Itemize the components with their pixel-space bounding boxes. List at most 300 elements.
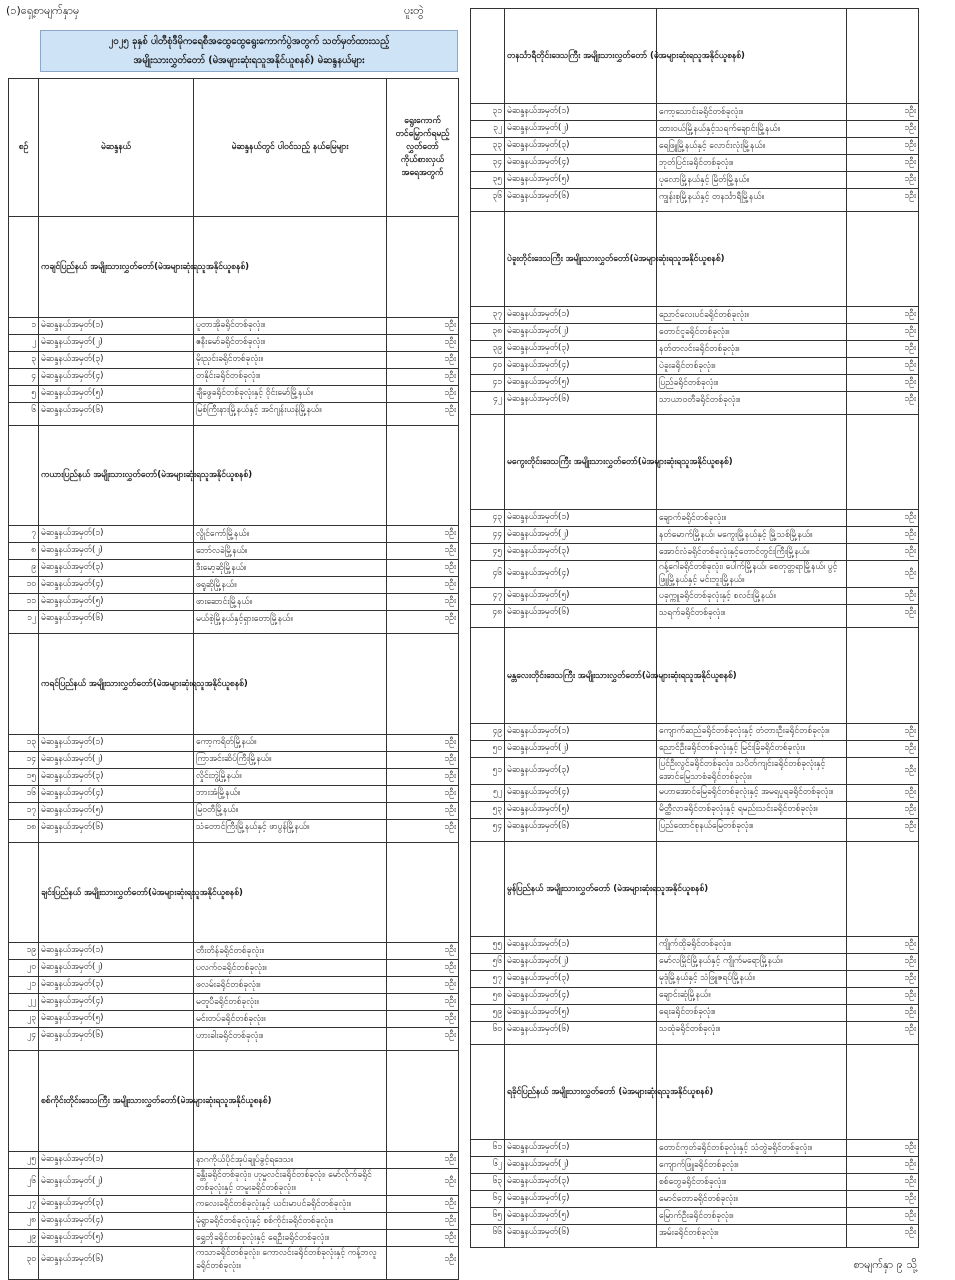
table-row: [471, 104, 919, 121]
table-row: [9, 960, 459, 977]
constituency-name: မဲဆန္ဒနယ်အမှတ်(၃): [505, 757, 657, 784]
row-number: ၃၆: [471, 189, 505, 212]
constituency-name: မဲဆန္ဒနယ်အမှတ်(၂): [505, 324, 657, 341]
row-number: ၆၆: [471, 1225, 505, 1248]
constituency-name: မဲဆန္ဒနယ်အမှတ်(၅): [505, 1208, 657, 1225]
constituency-area: သရက်ခရိုင်တစ်ခုလုံး။: [657, 605, 847, 628]
row-number: ၁၁: [9, 594, 39, 611]
seat-count: ၁ဦး: [847, 1140, 919, 1157]
table-row: [9, 385, 459, 402]
seat-count: ၁ဦး: [387, 960, 459, 977]
constituency-name: မဲဆန္ဒနယ်အမှတ်(၁): [505, 936, 657, 953]
constituency-name: မဲဆန္ဒနယ်အမှတ်(၃): [505, 341, 657, 358]
row-number: ၂၅: [9, 1152, 39, 1169]
seat-count: ၁ဦး: [387, 1169, 459, 1196]
table-row: [9, 317, 459, 334]
constituency-area: တနိုင်းခရိုင်တစ်ခုလုံး။: [194, 368, 387, 385]
seat-count: ၁ဦး: [387, 526, 459, 543]
seat-count: ၁ဦး: [387, 560, 459, 577]
constituency-area: မော်လမြိုင်မြို့နယ်နှင့် ကျိုက်မရောမြို့နယ်။: [657, 953, 847, 970]
seat-count: ၁ဦး: [847, 104, 919, 121]
row-number: ၃၀: [9, 1247, 39, 1280]
constituency-name: မဲဆန္ဒနယ်အမှတ်(၅): [505, 801, 657, 818]
table-row: [471, 1157, 919, 1174]
seat-count: ၁ဦး: [387, 334, 459, 351]
col-header-seats: ရွေးကောက်တင်မြှောက်ရမည့် လွှတ်တော်ကိုယ်စားလှယ်အရေအတွက်: [387, 79, 459, 217]
row-number: ၁၆: [9, 785, 39, 802]
constituency-name: မဲဆန္ဒနယ်အမှတ်(၂): [505, 121, 657, 138]
row-number: ၁၀: [9, 577, 39, 594]
section-title: ရခိုင်ပြည်နယ် အမျိုးသားလွှတ်တော် (မဲအများဆုံးရသူအနိုင်ယူစနစ်): [505, 1044, 657, 1139]
constituency-area: နာဂကိုယ်ပိုင်အုပ်ချုပ်ခွင့်ရဒေသ။: [194, 1152, 387, 1169]
row-number: ၂၂: [9, 994, 39, 1011]
table-row: [9, 1247, 459, 1280]
seat-count: ၁ဦး: [387, 977, 459, 994]
constituency-name: မဲဆန္ဒနယ်အမှတ်(၅): [505, 1004, 657, 1021]
table-row: [471, 189, 919, 212]
constituency-name: မဲဆန္ဒနယ်အမှတ်(၁): [505, 104, 657, 121]
constituency-area: စစ်တွေခရိုင်တစ်ခုလုံး။: [657, 1174, 847, 1191]
seat-count: ၁ဦး: [847, 1208, 919, 1225]
section-title: ပဲခူးတိုင်းဒေသကြီး အမျိုးသားလွှတ်တော်(မဲအများဆုံးရသူအနိုင်ယူစနစ်): [505, 212, 657, 307]
seat-count: ၁ဦး: [387, 943, 459, 960]
seat-count: ၁ဦး: [387, 577, 459, 594]
row-number: ၅၉: [471, 1004, 505, 1021]
constituency-area: တောင်ကုတ်ခရိုင်တစ်ခုလုံးနှင့် သံတွဲခရိုင်တစ်ခုလုံး။: [657, 1140, 847, 1157]
table-row: [9, 1028, 459, 1051]
row-number: ၅၂: [471, 784, 505, 801]
seat-count: ၁ဦး: [387, 751, 459, 768]
constituency-name: မဲဆန္ဒနယ်အမှတ်(၁): [39, 734, 194, 751]
constituency-area: မတူပီခရိုင်တစ်ခုလုံး။: [194, 994, 387, 1011]
constituency-name: မဲဆန္ဒနယ်အမှတ်(၅): [39, 385, 194, 402]
constituency-area: ညောင်လေးပင်ခရိုင်တစ်ခုလုံး။: [657, 307, 847, 324]
seat-count: ၁ဦး: [847, 1021, 919, 1044]
constituency-name: မဲဆန္ဒနယ်အမှတ်(၁): [505, 510, 657, 527]
row-number: ၂၈: [9, 1213, 39, 1230]
row-number: ၄: [9, 368, 39, 385]
constituency-area: ချောင်းဆုံမြို့နယ်။: [657, 987, 847, 1004]
constituency-name: မဲဆန္ဒနယ်အမှတ်(၂): [505, 1157, 657, 1174]
table-row: [9, 526, 459, 543]
seat-count: ၁ဦး: [847, 987, 919, 1004]
table-row: [471, 588, 919, 605]
constituency-name: မဲဆန္ဒနယ်အမှတ်(၆): [39, 1247, 194, 1280]
seat-count: ၁ဦး: [847, 121, 919, 138]
row-number: ၁၈: [9, 819, 39, 842]
seat-count: ၁ဦး: [387, 402, 459, 425]
table-row: [471, 1174, 919, 1191]
constituency-name: မဲဆန္ဒနယ်အမှတ်(၂): [39, 960, 194, 977]
constituency-area: အမ်းခရိုင်တစ်ခုလုံး။: [657, 1225, 847, 1248]
left-constituency-table: [8, 78, 459, 1280]
row-number: ၄၆: [471, 561, 505, 588]
constituency-area: လှိုင်းဘွဲ့မြို့နယ်။: [194, 768, 387, 785]
row-number: ၆၀: [471, 1021, 505, 1044]
seat-count: ၁ဦး: [387, 819, 459, 842]
constituency-name: မဲဆန္ဒနယ်အမှတ်(၄): [505, 561, 657, 588]
row-number: ၅: [9, 385, 39, 402]
section-title: စစ်ကိုင်းတိုင်းဒေသကြီး အမျိုးသားလွှတ်တော်(မဲအများဆုံးရသူအနိုင်ယူစနစ်): [39, 1051, 194, 1152]
row-number: ၁၄: [9, 751, 39, 768]
section-header-row: [471, 1044, 919, 1139]
seat-count: ၁ဦး: [847, 757, 919, 784]
seat-count: ၁ဦး: [847, 936, 919, 953]
seat-count: ၁ဦး: [847, 189, 919, 212]
constituency-name: မဲဆန္ဒနယ်အမှတ်(၅): [505, 172, 657, 189]
table-row: [471, 970, 919, 987]
constituency-area: ပခုက္ကူခရိုင်တစ်ခုလုံးနှင့် စလင်းမြို့နယ်။: [657, 588, 847, 605]
constituency-name: မဲဆန္ဒနယ်အမှတ်(၂): [39, 543, 194, 560]
row-number: ၄၃: [471, 510, 505, 527]
table-row: [9, 1230, 459, 1247]
seat-count: ၁ဦး: [387, 734, 459, 751]
constituency-area: ဘားအံမြို့နယ်။: [194, 785, 387, 802]
seat-count: ၁ဦး: [847, 510, 919, 527]
table-row: [9, 768, 459, 785]
seat-count: ၁ဦး: [847, 341, 919, 358]
constituency-area: သထုံခရိုင်တစ်ခုလုံး။: [657, 1021, 847, 1044]
seat-count: ၁ဦး: [847, 1225, 919, 1248]
table-row: [9, 334, 459, 351]
row-number: ၁၅: [9, 768, 39, 785]
row-number: ၉: [9, 560, 39, 577]
row-number: ၄၂: [471, 392, 505, 415]
row-number: ၅၅: [471, 936, 505, 953]
constituency-area: ပူတာအိုခရိုင်တစ်ခုလုံး။: [194, 317, 387, 334]
table-row: [9, 611, 459, 634]
col-header-areas: မဲဆန္ဒနယ်တွင် ပါဝင်သည့် နယ်မြေများ: [194, 79, 387, 217]
table-row: [471, 392, 919, 415]
constituency-area: ကျောက်ဖြူခရိုင်တစ်ခုလုံး။: [657, 1157, 847, 1174]
table-row: [471, 936, 919, 953]
table-row: [471, 172, 919, 189]
constituency-area: ဖလမ်းခရိုင်တစ်ခုလုံး။: [194, 977, 387, 994]
constituency-area: နတ်တလင်းခရိုင်တစ်ခုလုံး။: [657, 341, 847, 358]
constituency-name: မဲဆန္ဒနယ်အမှတ်(၂): [505, 527, 657, 544]
constituency-name: မဲဆန္ဒနယ်အမှတ်(၄): [39, 368, 194, 385]
constituency-area: ကျွန်းစုမြို့နယ်နှင့် တနင်္သာရီမြို့နယ်။: [657, 189, 847, 212]
row-number: ၅၈: [471, 987, 505, 1004]
row-number: ၅၆: [471, 953, 505, 970]
constituency-area: သံတောင်ကြီးမြို့နယ်နှင့် ဖာပွန်မြို့နယ်။: [194, 819, 387, 842]
row-number: ၆၅: [471, 1208, 505, 1225]
constituency-name: မဲဆန္ဒနယ်အမှတ်(၄): [39, 994, 194, 1011]
row-number: ၃၈: [471, 324, 505, 341]
table-row: [471, 155, 919, 172]
constituency-name: မဲဆန္ဒနယ်အမှတ်(၆): [505, 1225, 657, 1248]
seat-count: ၁ဦး: [387, 1011, 459, 1028]
section-header-row: [9, 217, 459, 318]
constituency-area: တီးတိန်ခရိုင်တစ်ခုလုံး။: [194, 943, 387, 960]
seat-count: ၁ဦး: [847, 358, 919, 375]
table-row: [471, 341, 919, 358]
constituency-area: ဘုတ်ပြင်းခရိုင်တစ်ခုလုံး။: [657, 155, 847, 172]
constituency-name: မဲဆန္ဒနယ်အမှတ်(၁): [39, 317, 194, 334]
constituency-area: ပြင်ဦးလွင်ခရိုင်တစ်ခုလုံး၊ သပိတ်ကျင်းခရိုင်တစ်ခုလုံးနှင့် အောင်မြေသာစံခရိုင်တစ်ခုလုံး။: [657, 757, 847, 784]
right-constituency-table: [470, 8, 919, 1248]
seat-count: ၁ဦး: [847, 970, 919, 987]
constituency-name: မဲဆန္ဒနယ်အမှတ်(၃): [505, 1174, 657, 1191]
seat-count: ၁ဦး: [847, 544, 919, 561]
constituency-name: မဲဆန္ဒနယ်အမှတ်(၁): [39, 1152, 194, 1169]
seat-count: ၁ဦး: [387, 368, 459, 385]
constituency-area: မောင်တောခရိုင်တစ်ခုလုံး။: [657, 1191, 847, 1208]
seat-count: ၁ဦး: [387, 994, 459, 1011]
seat-count: ၁ဦး: [847, 324, 919, 341]
row-number: ၅၇: [471, 970, 505, 987]
constituency-area: ကျောက်ဆည်ခရိုင်တစ်ခုလုံးနှင့် တံတားဦးခရိုင်တစ်ခုလုံး။: [657, 723, 847, 740]
seat-count: ၁ဦး: [847, 392, 919, 415]
row-number: ၆၃: [471, 1174, 505, 1191]
constituency-area: လွိုင်ကော်မြို့နယ်။: [194, 526, 387, 543]
constituency-name: မဲဆန္ဒနယ်အမှတ်(၅): [39, 802, 194, 819]
section-title: မန္တလေးတိုင်းဒေသကြီး အမျိုးသားလွှတ်တော်(မဲအများဆုံးရသူအနိုင်ယူစနစ်): [505, 628, 657, 723]
constituency-name: မဲဆန္ဒနယ်အမှတ်(၄): [505, 784, 657, 801]
row-number: ၂၃: [9, 1011, 39, 1028]
seat-count: ၁ဦး: [387, 802, 459, 819]
section-header-row: [9, 1051, 459, 1152]
constituency-area: ညောင်ဦးခရိုင်တစ်ခုလုံးနှင့် မြင်းခြံခရိုင်တစ်ခုလုံး။: [657, 740, 847, 757]
row-number: ၃၄: [471, 155, 505, 172]
table-row: [471, 801, 919, 818]
row-number: ၅၁: [471, 757, 505, 784]
section-header-row: [9, 634, 459, 735]
seat-count: ၁ဦး: [387, 1028, 459, 1051]
constituency-area: ဟားခါးခရိုင်တစ်ခုလုံး။: [194, 1028, 387, 1051]
row-number: ၅၃: [471, 801, 505, 818]
seat-count: ၁ဦး: [847, 138, 919, 155]
title-line-2: အမျိုးသားလွှတ်တော် (မဲအများဆုံးရသူအနိုင်ယူစနစ်) မဲဆန္ဒနယ်များ: [133, 55, 365, 66]
section-header-row: [471, 9, 919, 104]
seat-count: ၁ဦး: [847, 740, 919, 757]
row-number: ၄၅: [471, 544, 505, 561]
page-footer: စာမျက်နှာ ၉ သို့: [853, 1258, 917, 1271]
seat-count: ၁ဦး: [387, 543, 459, 560]
seat-count: ၁ဦး: [847, 784, 919, 801]
title-line-1: ၂၀၂၅ ခုနှစ် ပါတီစုံဒီမိုကရေစီအထွေထွေရွေးကောက်ပွဲအတွက် သတ်မှတ်ထားသည့်: [108, 36, 390, 47]
table-row: [471, 561, 919, 588]
page-header-left: (၁)ရှေ့စာမျက်နှာမှ: [6, 4, 80, 17]
table-row: [9, 785, 459, 802]
row-number: ၄၄: [471, 527, 505, 544]
table-row: [9, 560, 459, 577]
constituency-name: မဲဆန္ဒနယ်အမှတ်(၄): [505, 358, 657, 375]
table-row: [471, 375, 919, 392]
constituency-area: ကော့သောင်းခရိုင်တစ်ခုလုံး။: [657, 104, 847, 121]
table-row: [471, 1225, 919, 1248]
table-row: [9, 351, 459, 368]
constituency-area: မယ်စဲ့မြို့နယ်နှင့်ရှားတောမြို့နယ်။: [194, 611, 387, 634]
constituency-area: ဖားဆောင်းမြို့နယ်။: [194, 594, 387, 611]
constituency-area: ကြာအင်းဆိပ်ကြီးမြို့နယ်။: [194, 751, 387, 768]
row-number: ၂၇: [9, 1196, 39, 1213]
constituency-name: မဲဆန္ဒနယ်အမှတ်(၁): [39, 526, 194, 543]
constituency-area: မြဝတီမြို့နယ်။: [194, 802, 387, 819]
constituency-name: မဲဆန္ဒနယ်အမှတ်(၅): [505, 375, 657, 392]
constituency-name: မဲဆန္ဒနယ်အမှတ်(၆): [505, 392, 657, 415]
seat-count: ၁ဦး: [847, 307, 919, 324]
table-row: [9, 802, 459, 819]
constituency-area: သာယာဝတီခရိုင်တစ်ခုလုံး။: [657, 392, 847, 415]
section-title: မကွေးတိုင်းဒေသကြီး အမျိုးသားလွှတ်တော်(မဲအများဆုံးရသူအနိုင်ယူစနစ်): [505, 415, 657, 510]
table-row: [9, 1213, 459, 1230]
table-row: [471, 723, 919, 740]
seat-count: ၁ဦး: [847, 953, 919, 970]
section-title: ကယားပြည်နယ် အမျိုးသားလွှတ်တော်(မဲအများဆုံးရသူအနိုင်ယူစနစ်): [39, 425, 194, 526]
constituency-area: မြစ်ကြီးနားမြို့နယ်နှင့် အင်ဂျန်းယန်မြို့နယ်။: [194, 402, 387, 425]
constituency-name: မဲဆန္ဒနယ်အမှတ်(၃): [505, 970, 657, 987]
col-header-no: စဉ်: [9, 79, 39, 217]
table-row: [9, 1152, 459, 1169]
constituency-name: မဲဆန္ဒနယ်အမှတ်(၂): [505, 953, 657, 970]
constituency-name: မဲဆန္ဒနယ်အမှတ်(၅): [39, 594, 194, 611]
table-row: [471, 1208, 919, 1225]
constituency-name: မဲဆန္ဒနယ်အမှတ်(၁): [505, 1140, 657, 1157]
constituency-area: ထားဝယ်မြို့နယ်နှင့်သရက်ချောင်းမြို့နယ်။: [657, 121, 847, 138]
table-row: [471, 138, 919, 155]
row-number: ၃၉: [471, 341, 505, 358]
constituency-name: မဲဆန္ဒနယ်အမှတ်(၂): [39, 751, 194, 768]
constituency-name: မဲဆန္ဒနယ်အမှတ်(၃): [39, 768, 194, 785]
seat-count: ၁ဦး: [847, 172, 919, 189]
section-header-row: [471, 841, 919, 936]
table-row: [9, 1011, 459, 1028]
constituency-area: ရေဖြူမြို့နယ်နှင့် လောင်းလုံးမြို့နယ်။: [657, 138, 847, 155]
row-number: ၃၂: [471, 121, 505, 138]
table-row: [9, 751, 459, 768]
table-row: [9, 543, 459, 560]
section-title: တနင်္သာရီတိုင်းဒေသကြီး အမျိုးသားလွှတ်တော် (မဲအများဆုံးရသူအနိုင်ယူစနစ်): [505, 9, 657, 104]
table-row: [471, 307, 919, 324]
table-row: [471, 358, 919, 375]
seat-count: ၁ဦး: [387, 1152, 459, 1169]
table-row: [9, 994, 459, 1011]
row-number: ၁၇: [9, 802, 39, 819]
row-number: ၅၄: [471, 818, 505, 841]
section-header-row: [471, 212, 919, 307]
row-number: ၁၃: [9, 734, 39, 751]
row-number: ၄၉: [471, 723, 505, 740]
constituency-name: မဲဆန္ဒနယ်အမှတ်(၆): [505, 189, 657, 212]
constituency-name: မဲဆန္ဒနယ်အမှတ်(၁): [505, 307, 657, 324]
row-number: ၃၃: [471, 138, 505, 155]
page-header-right: ပူးတွဲ: [404, 4, 424, 17]
seat-count: ၁ဦး: [847, 1157, 919, 1174]
section-header-row: [471, 628, 919, 723]
constituency-name: မဲဆန္ဒနယ်အမှတ်(၂): [39, 334, 194, 351]
constituency-name: မဲဆန္ဒနယ်အမှတ်(၅): [505, 588, 657, 605]
seat-count: ၁ဦး: [847, 527, 919, 544]
seat-count: ၁ဦး: [387, 1196, 459, 1213]
seat-count: ၁ဦး: [387, 768, 459, 785]
section-header-row: [471, 415, 919, 510]
table-row: [471, 1191, 919, 1208]
row-number: ၆၁: [471, 1140, 505, 1157]
table-row: [471, 527, 919, 544]
table-row: [9, 1196, 459, 1213]
constituency-area: ဘော်လခဲမြို့နယ်။: [194, 543, 387, 560]
seat-count: ၁ဦး: [387, 611, 459, 634]
section-title: ကရင်ပြည်နယ် အမျိုးသားလွှတ်တော်(မဲအများဆုံးရသူအနိုင်ယူစနစ်): [39, 634, 194, 735]
row-number: ၂၀: [9, 960, 39, 977]
table-row: [9, 402, 459, 425]
table-row: [9, 577, 459, 594]
constituency-name: မဲဆန္ဒနယ်အမှတ်(၄): [39, 1213, 194, 1230]
constituency-name: မဲဆန္ဒနယ်အမှတ်(၂): [505, 740, 657, 757]
seat-count: ၁ဦး: [847, 1174, 919, 1191]
table-row: [9, 943, 459, 960]
constituency-area: နတ်မောက်မြို့နယ်၊ မကွေးမြို့နယ်နှင့် မြို့သစ်မြို့နယ်။: [657, 527, 847, 544]
seat-count: ၁ဦး: [387, 594, 459, 611]
constituency-area: မြောက်ဦးခရိုင်တစ်ခုလုံး။: [657, 1208, 847, 1225]
constituency-area: ကသာခရိုင်တစ်ခုလုံး၊ ကောလင်းခရိုင်တစ်ခုလုံးနှင့် ကန့်ဘလူခရိုင်တစ်ခုလုံး။: [194, 1247, 387, 1280]
constituency-area: ပုလောမြို့နယ်နှင့် မြိတ်မြို့နယ်။: [657, 172, 847, 189]
constituency-area: ပြည်ထောင်စုနယ်မြေတစ်ခုလုံး။: [657, 818, 847, 841]
constituency-name: မဲဆန္ဒနယ်အမှတ်(၆): [39, 1028, 194, 1051]
seat-count: ၁ဦး: [387, 1230, 459, 1247]
constituency-name: မဲဆန္ဒနယ်အမှတ်(၁): [39, 943, 194, 960]
constituency-area: အောင်လံခရိုင်တစ်ခုလုံးနှင့်တောင်တွင်းကြီးမြို့နယ်။: [657, 544, 847, 561]
constituency-area: ဒီးမော့ဆိုမြို့နယ်။: [194, 560, 387, 577]
table-row: [471, 757, 919, 784]
table-row: [9, 977, 459, 994]
constituency-area: ချီဖွေခရိုင်တစ်ခုလုံးနှင့် ဝိုင်းမော်မြို့နယ်။: [194, 385, 387, 402]
seat-count: ၁ဦး: [847, 818, 919, 841]
table-row: [471, 987, 919, 1004]
constituency-name: မဲဆန္ဒနယ်အမှတ်(၃): [39, 977, 194, 994]
seat-count: ၁ဦး: [387, 385, 459, 402]
constituency-name: မဲဆန္ဒနယ်အမှတ်(၁): [505, 723, 657, 740]
row-number: ၄၁: [471, 375, 505, 392]
seat-count: ၁ဦး: [847, 723, 919, 740]
row-number: ၃၁: [471, 104, 505, 121]
table-row: [9, 819, 459, 842]
constituency-name: မဲဆန္ဒနယ်အမှတ်(၃): [505, 138, 657, 155]
constituency-name: မဲဆန္ဒနယ်အမှတ်(၅): [39, 1230, 194, 1247]
constituency-name: မဲဆန္ဒနယ်အမှတ်(၆): [39, 819, 194, 842]
constituency-area: ဂန့်ဂေါခရိုင်တစ်ခုလုံး၊ ပေါက်မြို့နယ်၊ စေတုတ္တရာမြို့နယ်၊ ပွင့်ဖြူမြို့နယ်နှင့် မင်းဘူးမြို့နယ်။: [657, 561, 847, 588]
constituency-name: မဲဆန္ဒနယ်အမှတ်(၄): [505, 987, 657, 1004]
row-number: ၆၄: [471, 1191, 505, 1208]
constituency-name: မဲဆန္ဒနယ်အမှတ်(၂): [39, 1169, 194, 1196]
row-number: ၂၉: [9, 1230, 39, 1247]
constituency-name: မဲဆန္ဒနယ်အမှတ်(၃): [39, 1196, 194, 1213]
table-row: [9, 1169, 459, 1196]
constituency-area: ဖရူဆိုမြို့နယ်။: [194, 577, 387, 594]
constituency-area: ဧနီးမော်ခရိုင်တစ်ခုလုံး။: [194, 334, 387, 351]
seat-count: ၁ဦး: [847, 155, 919, 172]
seat-count: ၁ဦး: [387, 317, 459, 334]
row-number: ၁၉: [9, 943, 39, 960]
constituency-area: ပြည်ခရိုင်တစ်ခုလုံး။: [657, 375, 847, 392]
row-number: ၄၀: [471, 358, 505, 375]
constituency-name: မဲဆန္ဒနယ်အမှတ်(၄): [39, 785, 194, 802]
row-number: ၄၈: [471, 605, 505, 628]
constituency-name: မဲဆန္ဒနယ်အမှတ်(၃): [505, 544, 657, 561]
table-row: [471, 605, 919, 628]
table-row: [9, 734, 459, 751]
section-title: ချင်းပြည်နယ် အမျိုးသားလွှတ်တော်(မဲအများဆုံးရသူအနိုင်ယူစနစ်): [39, 842, 194, 943]
constituency-area: မင်းတပ်ခရိုင်တစ်ခုလုံး။: [194, 1011, 387, 1028]
constituency-area: ရွှေဘိုခရိုင်တစ်ခုလုံးနှင့် ရေဦးခရိုင်တစ်ခုလုံး။: [194, 1230, 387, 1247]
table-row: [471, 1021, 919, 1044]
section-header-row: [9, 425, 459, 526]
row-number: ၆: [9, 402, 39, 425]
seat-count: ၁ဦး: [847, 801, 919, 818]
col-header-constituency: မဲဆန္ဒနယ်: [39, 79, 194, 217]
row-number: ၄၇: [471, 588, 505, 605]
